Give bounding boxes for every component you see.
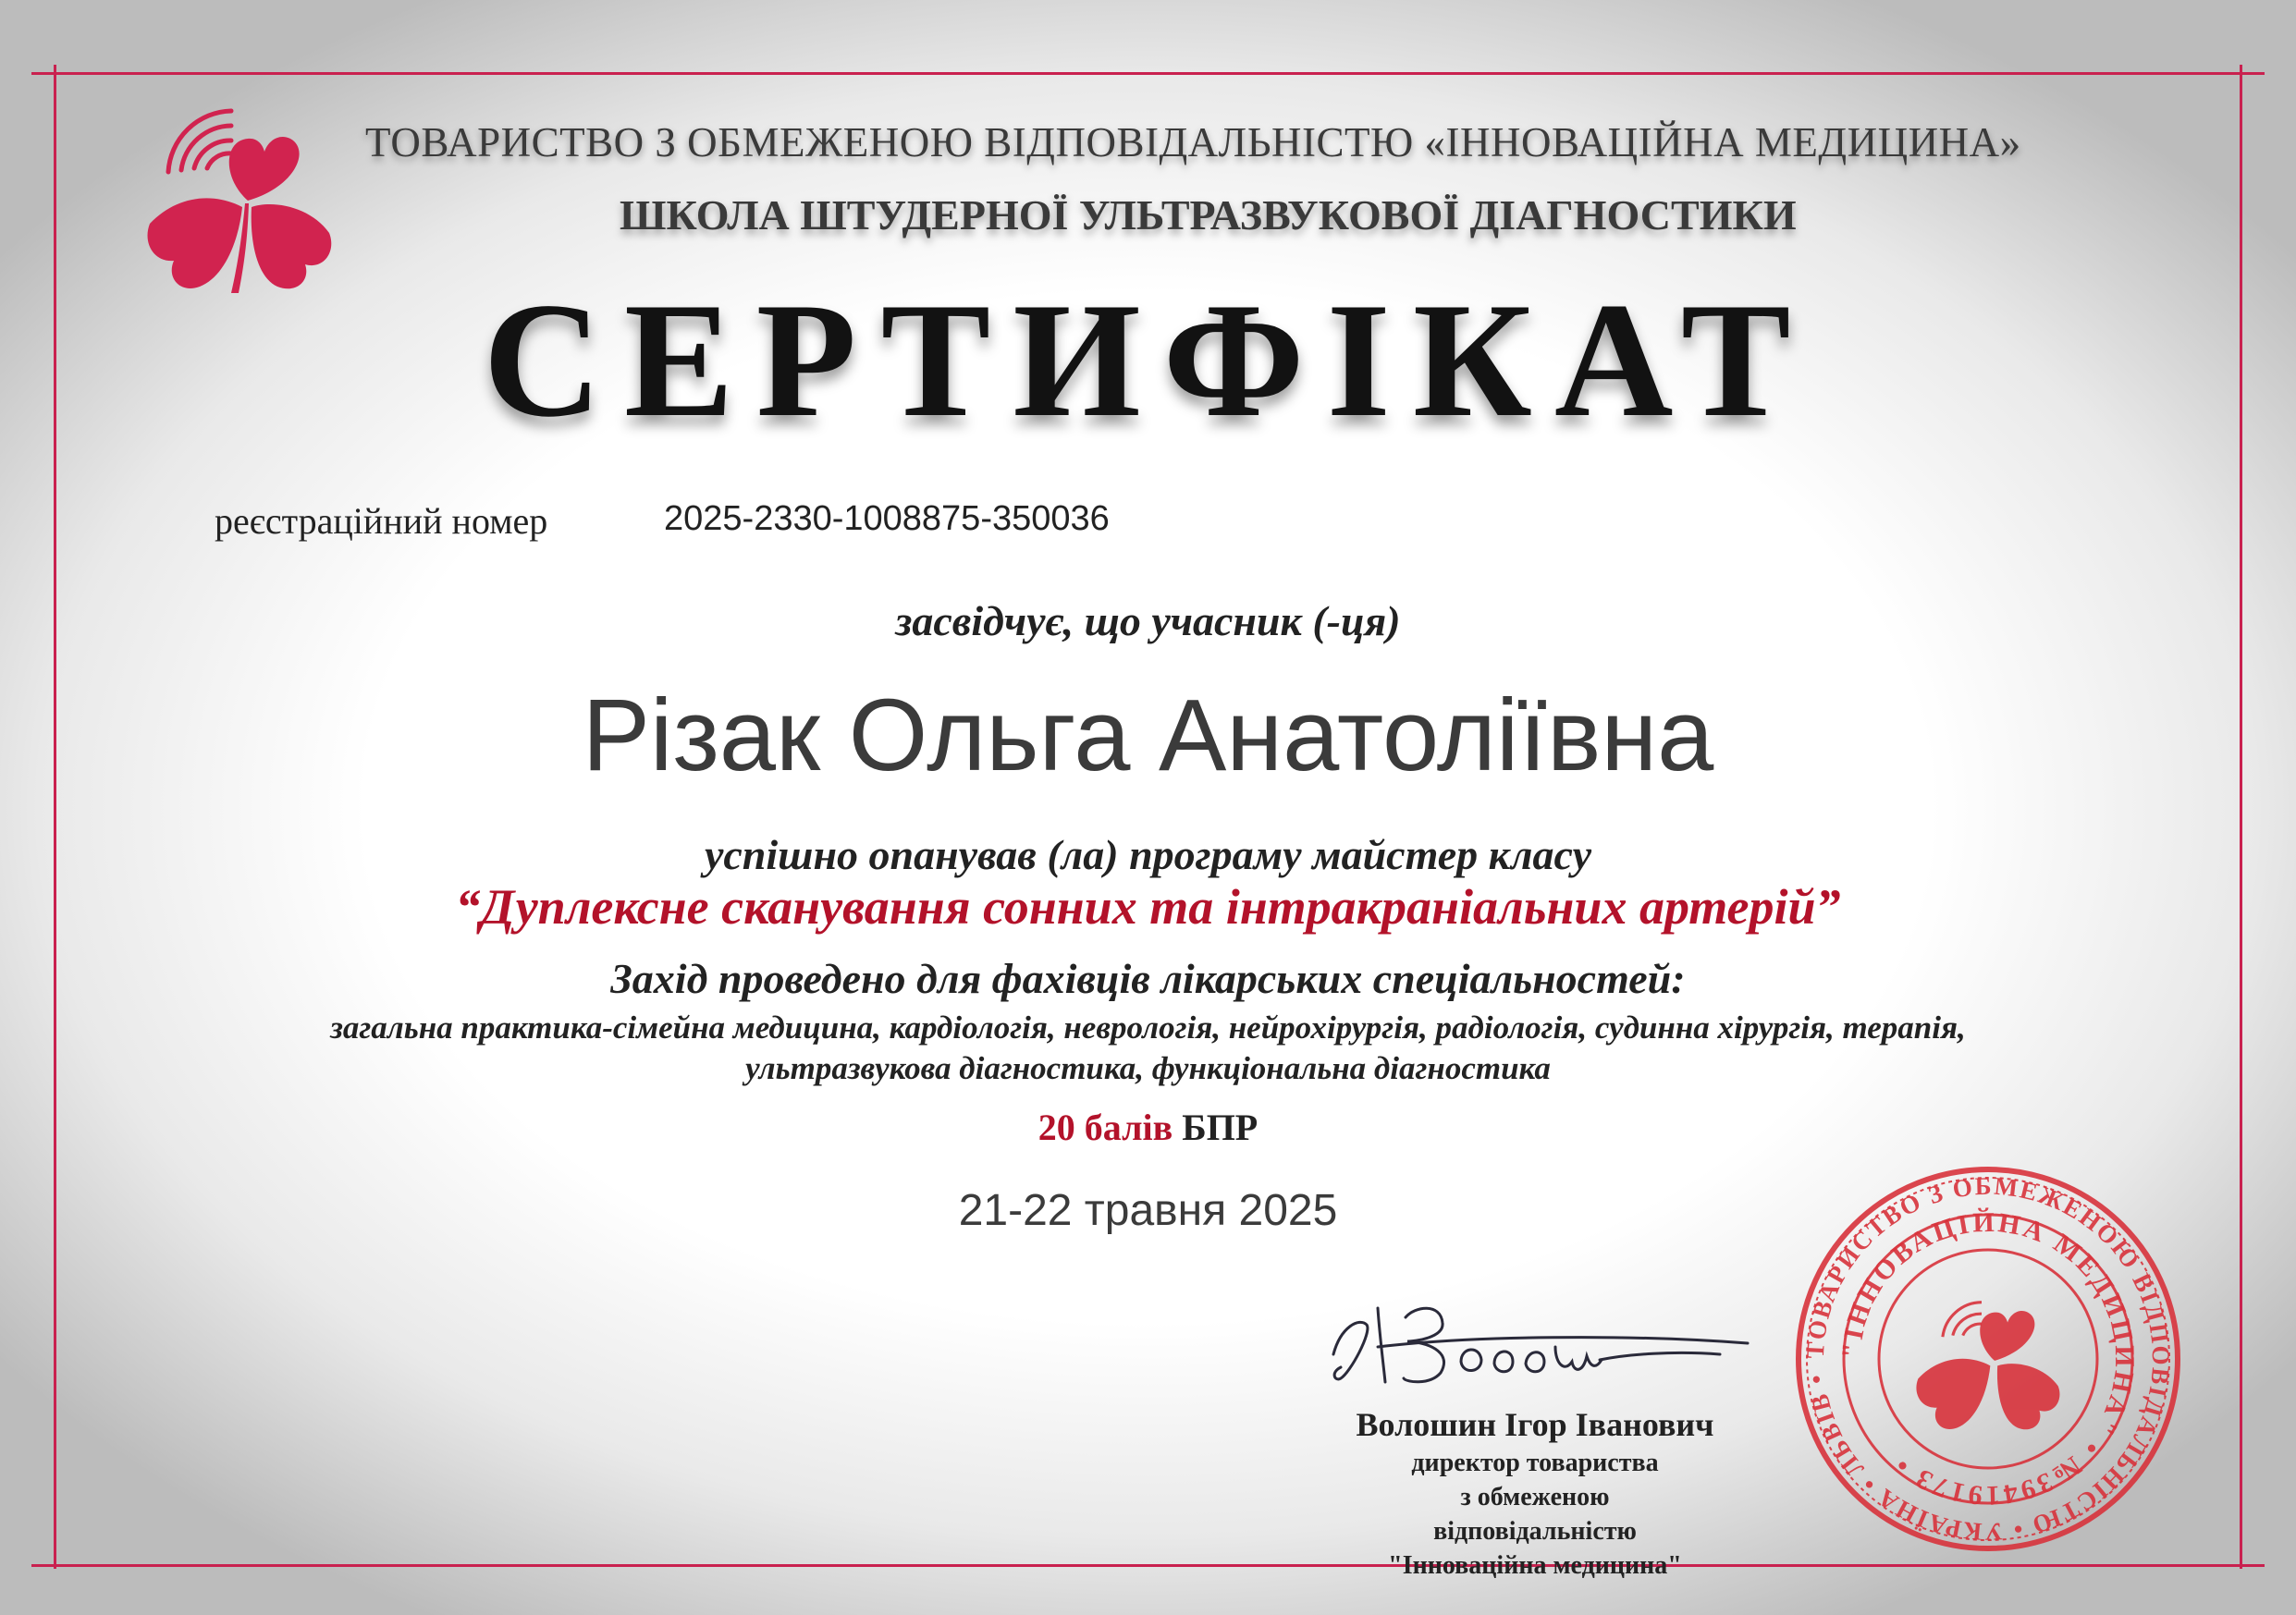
registration-label: реєстраційний номер bbox=[215, 500, 548, 542]
points-unit: БПР bbox=[1182, 1107, 1259, 1148]
registration-number: 2025-2330-1008875-350036 bbox=[664, 499, 1110, 538]
specialties-line-2: ультразвукова діагностика, функціональна діагностика bbox=[745, 1050, 1551, 1086]
event-for-text: Захід проведено для фахівців лікарських спеціальностей: bbox=[610, 955, 1686, 1002]
seal-outer-text: ТОВАРИСТВО З ОБМЕЖЕНОЮ ВІДПОВІДАЛЬНІСТЮ • УКРАЇНА • ЛЬВІВ • bbox=[1800, 1171, 2176, 1547]
company-seal-icon bbox=[1794, 1165, 2182, 1553]
event-date: 21-22 травня 2025 bbox=[958, 1186, 1338, 1235]
certifies-text: засвідчує, що учасник (-ця) bbox=[895, 597, 1401, 644]
cpd-points bbox=[0, 1106, 2296, 1149]
clover-heart-logo-icon bbox=[139, 104, 342, 298]
signatory-position-line-3: відповідальністю bbox=[1433, 1517, 1637, 1546]
border-top bbox=[31, 72, 2265, 75]
signatory-position-line-4: "Інноваційна медицина" bbox=[1388, 1551, 1682, 1580]
mastered-text: успішно опанував (ла) програму майстер класу bbox=[704, 831, 1592, 878]
school-name: ШКОЛА ШТУДЕРНОЇ УЛЬТРАЗВУКОВОЇ ДІАГНОСТИКИ bbox=[620, 191, 1797, 239]
course-title: “Дуплексне сканування сонних та інтракраніальних артерій” bbox=[455, 879, 1841, 935]
participant-name: Різак Ольга Анатоліївна bbox=[582, 679, 1714, 792]
specialties-line-1: загальна практика-сімейна медицина, кардіологія, неврологія, нейрохірургія, радіологія, судинна хірургія, терапія, bbox=[330, 1009, 1966, 1046]
signatory-position-line-1: директор товариства bbox=[1411, 1449, 1659, 1477]
svg-text:"ІННОВАЦІЙНА МЕДИЦИНА" • №3941 bbox=[1836, 1207, 2140, 1511]
certificate-title: СЕРТИФІКАТ bbox=[483, 268, 1813, 451]
points-value: 20 балів bbox=[1037, 1107, 1173, 1148]
signatory-name: Волошин Ігор Іванович bbox=[1356, 1406, 1714, 1443]
organization-name: ТОВАРИСТВО З ОБМЕЖЕНОЮ ВІДПОВІДАЛЬНІСТЮ «ІННОВАЦІЙНА МЕДИЦИНА» bbox=[365, 119, 2021, 165]
border-bottom bbox=[31, 1564, 2265, 1567]
handwritten-signature-icon bbox=[1322, 1290, 1757, 1401]
seal-inner-text: "ІННОВАЦІЙНА МЕДИЦИНА" • №39419173 • bbox=[1836, 1206, 2141, 1511]
signatory-position-line-2: з обмеженою bbox=[1460, 1483, 1610, 1511]
